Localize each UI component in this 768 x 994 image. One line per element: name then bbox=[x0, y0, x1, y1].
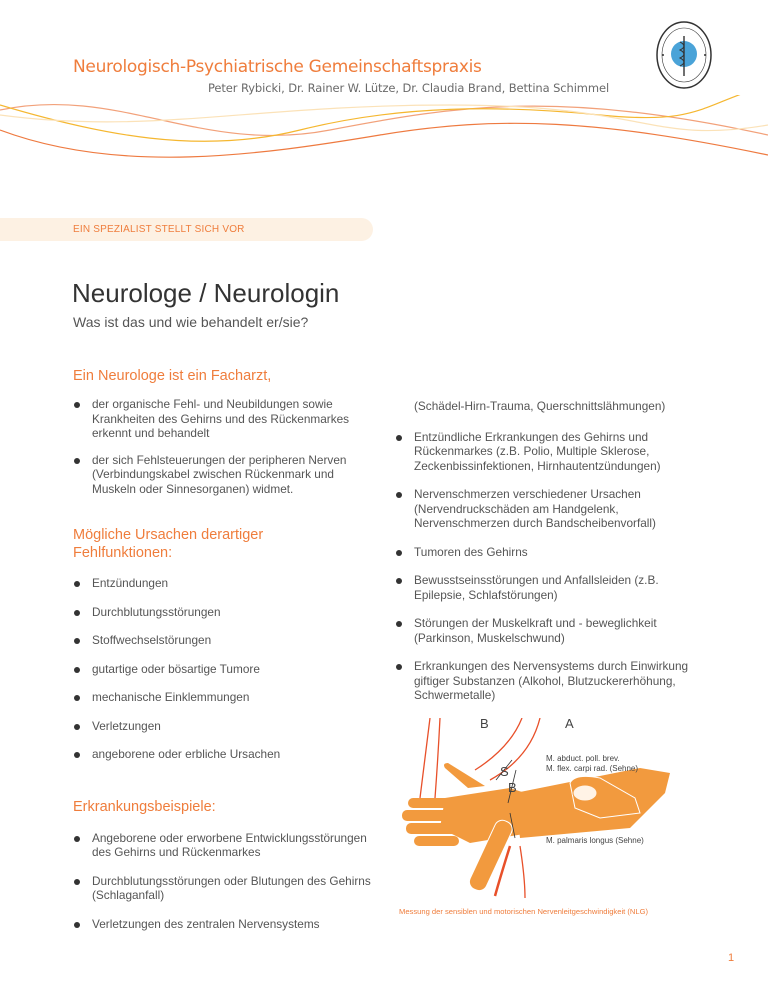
page-subtitle: Was ist das und wie behandelt er/sie? bbox=[73, 314, 309, 330]
bullet-icon bbox=[74, 922, 80, 928]
bullet-icon bbox=[396, 550, 402, 556]
electrode-label-b-top: B bbox=[480, 716, 489, 731]
electrode-label-a: A bbox=[565, 716, 574, 731]
causes-list bbox=[73, 576, 373, 762]
bullet-icon bbox=[74, 836, 80, 842]
list-item: der sich Fehlsteuerungen der peripheren Nerven (Verbindungskabel zwischen Rückenmark und Muskeln oder Sinnesorganen) widmet. bbox=[73, 453, 373, 497]
list-item: Entzündungen bbox=[73, 576, 373, 591]
bullet-icon bbox=[74, 610, 80, 616]
doctors-list: Peter Rybicki, Dr. Rainer W. Lütze, Dr. Claudia Brand, Bettina Schimmel bbox=[208, 81, 610, 95]
list-item: Angeborene oder erworbene Entwicklungsstörungen des Gehirns und Rückenmarkes bbox=[73, 831, 373, 860]
banner-label: EIN SPEZIALIST STELLT SICH VOR bbox=[73, 224, 245, 235]
bullet-icon bbox=[74, 724, 80, 730]
section-banner bbox=[0, 218, 373, 241]
examples-heading: Erkrankungsbeispiele: bbox=[73, 798, 216, 815]
bullet-icon bbox=[74, 402, 80, 408]
hand-illustration bbox=[400, 718, 700, 898]
list-item: Stoffwechselstörungen bbox=[73, 633, 373, 648]
list-item: der organische Fehl- und Neubildungen sowie Krankheiten des Gehirns und des Rückenmarkes erkennt und behandelt bbox=[73, 397, 373, 441]
brain-staff-seal-icon bbox=[655, 20, 713, 90]
list-item: gutartige oder bösartige Tumore bbox=[73, 662, 373, 677]
page-title: Neurologe / Neurologin bbox=[72, 278, 340, 308]
muscle-label-palmaris: M. palmaris longus (Sehne) bbox=[546, 836, 644, 845]
bullet-icon bbox=[74, 638, 80, 644]
bullet-icon bbox=[396, 435, 402, 441]
bullet-icon bbox=[74, 695, 80, 701]
continuation-text: (Schädel-Hirn-Trauma, Querschnittslähmungen) bbox=[414, 399, 666, 413]
intro-list bbox=[73, 397, 373, 496]
nlg-figure bbox=[400, 718, 700, 898]
bullet-icon bbox=[396, 578, 402, 584]
intro-heading: Ein Neurologe ist ein Facharzt, bbox=[73, 368, 272, 384]
bullet-icon bbox=[74, 879, 80, 885]
right-column bbox=[395, 399, 705, 703]
electrode-label-b-hand: B bbox=[508, 780, 517, 795]
list-item: Bewusstseinsstörungen und Anfallsleiden (z.B. Epilepsie, Schlafstörungen) bbox=[395, 573, 705, 602]
list-item: Durchblutungsstörungen bbox=[73, 605, 373, 620]
list-item: Durchblutungsstörungen oder Blutungen des Gehirns (Schlaganfall) bbox=[73, 874, 373, 903]
practice-name: Neurologisch-Psychiatrische Gemeinschaftspraxis bbox=[73, 57, 482, 77]
list-item: Entzündliche Erkrankungen des Gehirns und Rückenmarkes (z.B. Polio, Multiple Sklerose, Zeckenbissinfektionen, Hirnhautentzündungen) bbox=[395, 430, 705, 474]
list-item: mechanische Einklemmungen bbox=[73, 690, 373, 705]
bullet-icon bbox=[74, 752, 80, 758]
list-item: Störungen der Muskelkraft und - beweglichkeit (Parkinson, Muskelschwund) bbox=[395, 616, 705, 645]
causes-heading: Mögliche Ursachen derartiger Fehlfunktionen: bbox=[73, 527, 264, 561]
list-item: Erkrankungen des Nervensystems durch Einwirkung giftiger Substanzen (Alkohol, Blutzuckererhöhung, Schwermetalle) bbox=[395, 659, 705, 703]
list-item: angeborene oder erbliche Ursachen bbox=[73, 747, 373, 762]
bullet-icon bbox=[74, 667, 80, 673]
bullet-icon bbox=[74, 581, 80, 587]
bullet-icon bbox=[396, 492, 402, 498]
figure-caption: Messung der sensiblen und motorischen Nervenleitgeschwindigkeit (NLG) bbox=[399, 907, 649, 916]
bullet-icon bbox=[396, 664, 402, 670]
list-item: Verletzungen des zentralen Nervensystems bbox=[73, 917, 373, 932]
page-number: 1 bbox=[728, 952, 735, 964]
bullet-icon bbox=[396, 621, 402, 627]
list-item: Tumoren des Gehirns bbox=[395, 545, 705, 560]
bullet-icon bbox=[74, 458, 80, 464]
list-item: Nervenschmerzen verschiedener Ursachen (Nervendruckschäden am Handgelenk, Nervenschmerzen durch Bandscheibenvorfall) bbox=[395, 487, 705, 531]
examples-list bbox=[73, 831, 373, 932]
conditions-list bbox=[395, 430, 705, 703]
muscle-label-abductor: M. abduct. poll. brev. bbox=[546, 754, 620, 763]
decorative-waves bbox=[0, 95, 768, 175]
list-item: Verletzungen bbox=[73, 719, 373, 734]
electrode-label-s: S bbox=[500, 764, 509, 779]
left-column bbox=[73, 367, 373, 931]
muscle-label-flexor: M. flex. carpi rad. (Sehne) bbox=[546, 764, 639, 773]
